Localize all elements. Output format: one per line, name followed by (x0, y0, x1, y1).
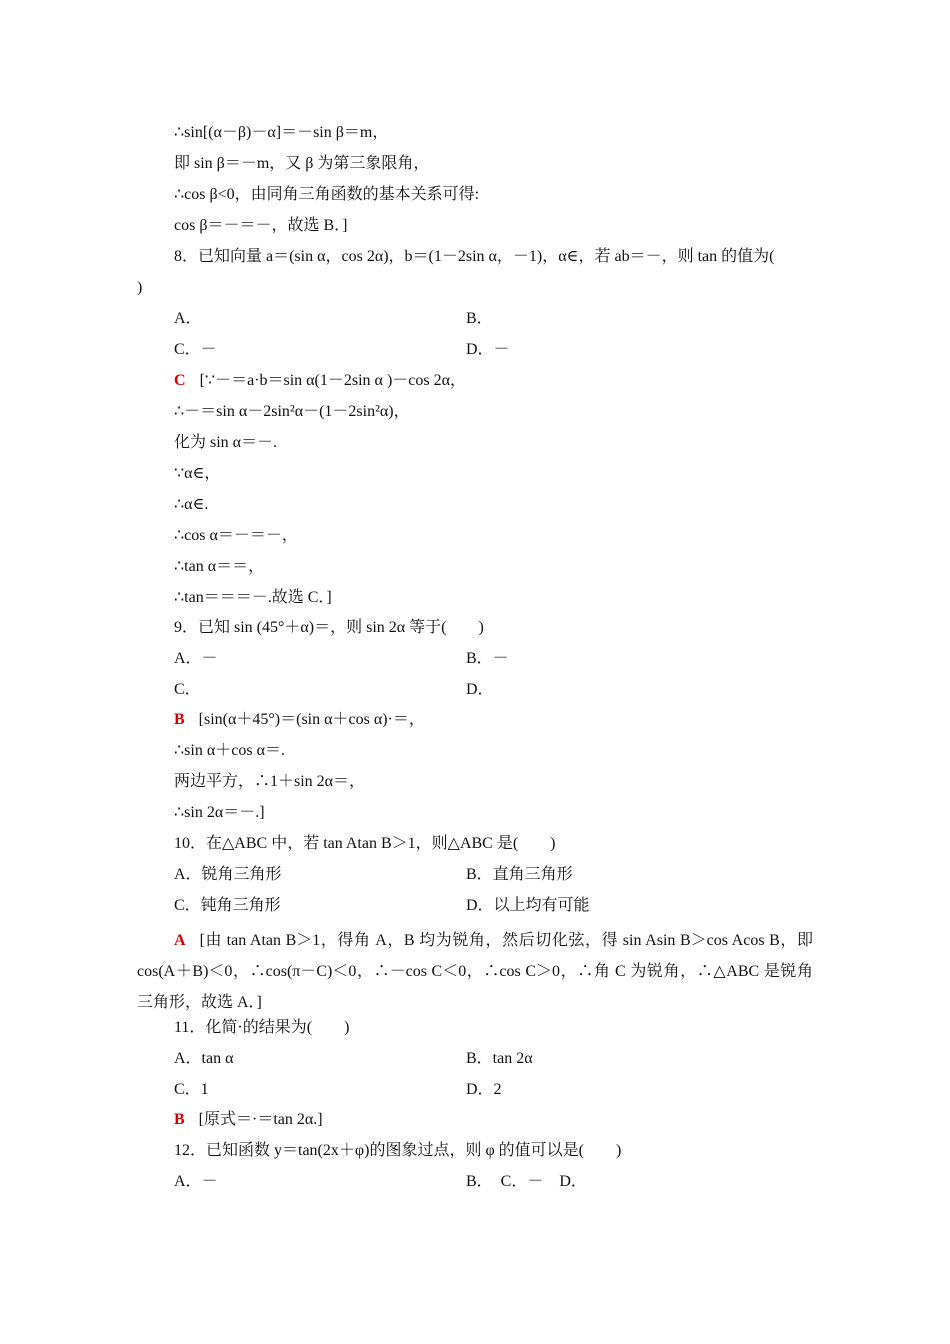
answer-line (174, 371, 466, 391)
answer-letter: B (174, 1111, 185, 1128)
option-b: B．－ (466, 650, 509, 667)
solution-line: ∴α∈. (174, 496, 209, 513)
solution-line: 化为 sin α＝－. (174, 434, 278, 451)
solution-line: ∴tan＝＝＝－.故选 C．] (174, 589, 332, 606)
option-a: A．－ (174, 1173, 218, 1190)
option-a: A．tan α (174, 1050, 234, 1067)
solution-line: ∴sin 2α＝－.] (174, 804, 265, 821)
solution-line: cos β＝－＝－，故选 B．] (174, 217, 348, 234)
solution-line: ∴－＝sin α－2sin²α－(1－2sin²α)， (174, 403, 410, 420)
answer-text: [原式＝·＝tan 2α.] (198, 1111, 323, 1128)
solution-line: ∴cos α＝－＝－， (174, 527, 298, 544)
options-b-c-d: B． C．－ D． (466, 1173, 587, 1190)
option-c: C．1 (174, 1081, 209, 1098)
option-b: B．直角三角形 (466, 866, 573, 883)
question-8: 8．已知向量 a＝(sin α，cos 2α)，b＝(1－2sin α，－1)，α∈，若 ab＝－，则 tan 的值为( (174, 248, 775, 265)
option-d: D．2 (466, 1081, 502, 1098)
answer-text: [由 tan Atan B＞1，得角 A，B 均为锐角，然后切化弦，得 sin Asin B＞cos Acos B，即 cos(A＋B)＜0，∴cos(π－C)＜0，∴－cos C＜0，∴cos C＞0，∴角 C 为锐角，∴△ABC 是锐角三角形，故选 A．] (137, 932, 813, 1011)
solution-line: ∵α∈， (174, 465, 221, 482)
answer-letter: A (174, 932, 186, 949)
answer-line (174, 1110, 323, 1130)
answer-line (174, 710, 425, 730)
answer-text: [sin(α＋45°)＝(sin α＋cos α)·＝， (198, 711, 425, 728)
option-b: B． (466, 310, 493, 327)
option-b: B．tan 2α (466, 1050, 533, 1067)
question-12: 12．已知函数 y＝tan(2x＋φ)的图象过点，则 φ 的值可以是( ) (174, 1142, 622, 1159)
solution-line: ∴sin[(α－β)－α]＝－sin β＝m， (174, 124, 389, 141)
solution-line: 两边平方，∴1＋sin 2α＝， (174, 773, 366, 790)
answer-letter: B (174, 711, 185, 728)
option-a: A． (174, 310, 202, 327)
option-d: D． (466, 681, 494, 698)
solution-line: 即 sin β＝－m，又 β 为第三象限角， (174, 155, 430, 172)
option-c: C．钝角三角形 (174, 897, 281, 914)
question-9: 9．已知 sin (45°＋α)＝，则 sin 2α 等于( ) (174, 619, 484, 636)
option-c: C． (174, 681, 201, 698)
answer-paragraph (137, 925, 813, 1018)
option-a: A．锐角三角形 (174, 866, 282, 883)
option-d: D．以上均有可能 (466, 897, 590, 914)
question-10: 10．在△ABC 中，若 tan Atan B＞1，则△ABC 是( ) (174, 835, 556, 852)
question-11: 11．化简·的结果为( ) (174, 1019, 350, 1036)
option-a: A．－ (174, 650, 218, 667)
answer-text: [∵－＝a·b＝sin α(1－2sin α )－cos 2α， (199, 372, 466, 389)
solution-line: ∴tan α＝＝， (174, 558, 265, 575)
answer-letter: C (174, 372, 186, 389)
solution-line: ∴cos β<0，由同角三角函数的基本关系可得: (174, 186, 480, 203)
solution-line: ∴sin α＋cos α＝. (174, 742, 285, 759)
option-d: D．－ (466, 341, 510, 358)
question-8-continued: ) (137, 279, 143, 296)
option-c: C．－ (174, 341, 217, 358)
